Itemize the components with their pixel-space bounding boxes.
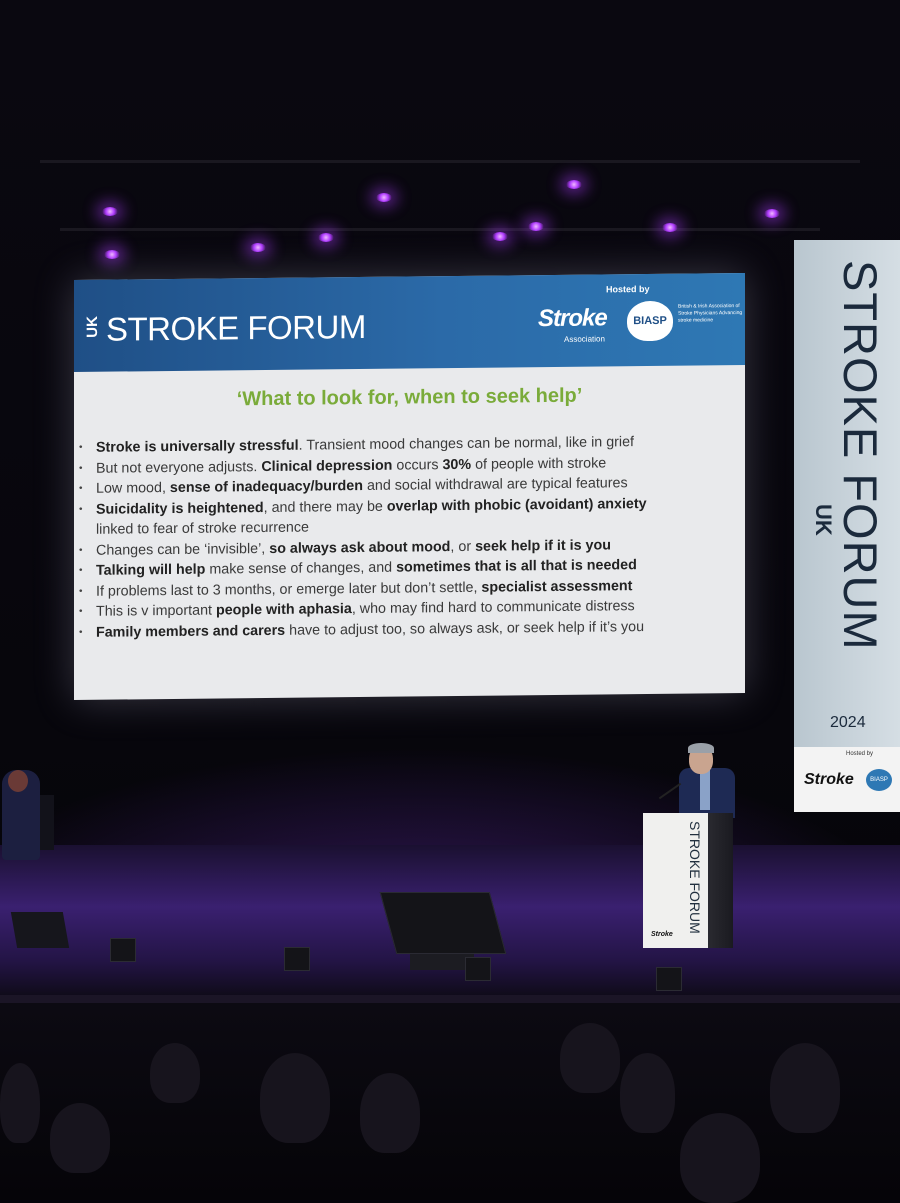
bullet-dot-icon: •: [79, 544, 83, 556]
banner-title: STROKE FORUM: [834, 260, 887, 651]
bullet-dot-icon: •: [79, 441, 83, 453]
stage-light: [662, 223, 678, 232]
stage-speaker: [110, 938, 136, 962]
side-banner: [794, 240, 900, 812]
stage-light: [318, 233, 334, 242]
slide-header: [74, 273, 745, 372]
lighting-truss: [60, 228, 820, 231]
bullet-bold-text: Suicidality is heightened: [96, 499, 264, 518]
bullet-bold-text: seek help if it is you: [475, 536, 611, 555]
audience-head: [620, 1053, 675, 1133]
bullet-bold-text: Talking will help: [96, 561, 206, 579]
biasp-description: British & Irish Association of Stroke Physicians Advancing stroke medicine: [678, 303, 743, 324]
bullet-text: Changes can be ‘invisible’,: [96, 540, 270, 559]
bullet-text: occurs: [392, 456, 443, 474]
stroke-association-logo: Stroke: [538, 304, 607, 333]
stage-light: [376, 193, 392, 202]
bullet-text: have to adjust too, so always ask, or seek help if it’s you: [285, 618, 645, 639]
stage-light: [528, 222, 544, 231]
stage-speaker: [465, 957, 491, 981]
stage-speaker: [656, 967, 682, 991]
stage-light: [104, 250, 120, 259]
audience-head: [680, 1113, 760, 1203]
bullet-dot-icon: •: [79, 462, 83, 474]
laptop: [11, 912, 69, 948]
banner-uk: UK: [811, 504, 836, 536]
stage-edge: [0, 995, 900, 1003]
banner-footer: [794, 747, 900, 812]
bullet-text: of people with stroke: [471, 454, 607, 473]
presentation-slide: [74, 273, 745, 700]
audience-head: [150, 1043, 200, 1103]
banner-year: 2024: [830, 714, 866, 731]
audience-area: [0, 1003, 900, 1200]
stage-light: [102, 207, 118, 216]
bullet-bold-text: Stroke is universally stressful: [96, 437, 299, 456]
bullet-bold-text: specialist assessment: [481, 577, 633, 596]
stage-light: [764, 209, 780, 218]
bullet-text: Low mood,: [96, 479, 170, 497]
confidence-monitor: [380, 892, 507, 954]
slide-header-brand: STROKE FORUM: [106, 307, 366, 348]
bullet-text: , and there may be: [263, 498, 387, 516]
microphone: [659, 783, 681, 800]
slide-header-uk: UK: [84, 316, 101, 338]
bullet-bold-text: people with aphasia: [215, 601, 352, 619]
bullet-bold-text: Family members and carers: [96, 622, 286, 641]
stage-light: [492, 232, 508, 241]
banner-stroke-logo: Stroke: [804, 771, 854, 788]
bullet-bold-text: 30%: [442, 456, 472, 473]
bullet-text: This is v important: [96, 602, 216, 620]
bullet-text: and social withdrawal are typical features: [362, 475, 628, 494]
audience-head: [50, 1103, 110, 1173]
lectern: [643, 813, 733, 948]
bullet-bold-text: Clinical depression: [261, 457, 393, 475]
slide-hosted-by: Hosted by: [606, 283, 650, 295]
speaker-shirt: [700, 770, 710, 810]
bullet-text: linked to fear of stroke recurrence: [96, 519, 309, 538]
stage-light: [250, 243, 266, 252]
bullet-dot-icon: •: [79, 585, 83, 597]
bullet-text: But not everyone adjusts.: [96, 458, 262, 477]
audience-head: [360, 1073, 420, 1153]
stage-light: [566, 180, 582, 189]
audience-head: [560, 1023, 620, 1093]
banner-hosted-by: Hosted by: [846, 751, 874, 757]
banner-biasp-logo: BIASP: [866, 769, 892, 791]
bullet-dot-icon: •: [79, 626, 83, 638]
bullet-dot-icon: •: [79, 605, 83, 617]
bullet-dot-icon: •: [79, 482, 83, 494]
biasp-logo: BIASP: [627, 301, 673, 341]
stage-speaker: [284, 947, 310, 971]
panelist-head: [8, 770, 28, 792]
bullet-dot-icon: •: [79, 564, 83, 576]
bullet-text: make sense of changes, and: [205, 559, 397, 578]
slide-title: ‘What to look for, when to seek help’: [236, 384, 583, 411]
bullet-bold-text: overlap with phobic (avoidant) anxiety: [386, 495, 647, 515]
audience-head: [770, 1043, 840, 1133]
speaker-hair: [688, 743, 714, 753]
bullet-text: , who may find hard to communicate distress: [351, 598, 635, 618]
lectern-title: STROKE FORUM: [687, 821, 703, 934]
audience-head: [260, 1053, 330, 1143]
stroke-association-logo-sub: Association: [564, 334, 605, 344]
bullet-bold-text: sense of inadequacy/burden: [169, 477, 363, 496]
bullet-dot-icon: •: [79, 503, 83, 515]
bullet-text: If problems last to 3 months, or emerge later but don’t settle,: [96, 579, 482, 600]
audience-head: [0, 1063, 40, 1143]
slide-bullet-list: [76, 431, 744, 643]
bullet-text: , or: [450, 538, 476, 555]
bullet-bold-text: so always ask about mood: [269, 538, 451, 557]
lighting-truss: [40, 160, 860, 163]
bullet-text: . Transient mood changes can be normal, like in grief: [298, 434, 635, 454]
lectern-logo: Stroke: [651, 931, 673, 938]
bullet-bold-text: sometimes that is all that is needed: [396, 557, 637, 576]
